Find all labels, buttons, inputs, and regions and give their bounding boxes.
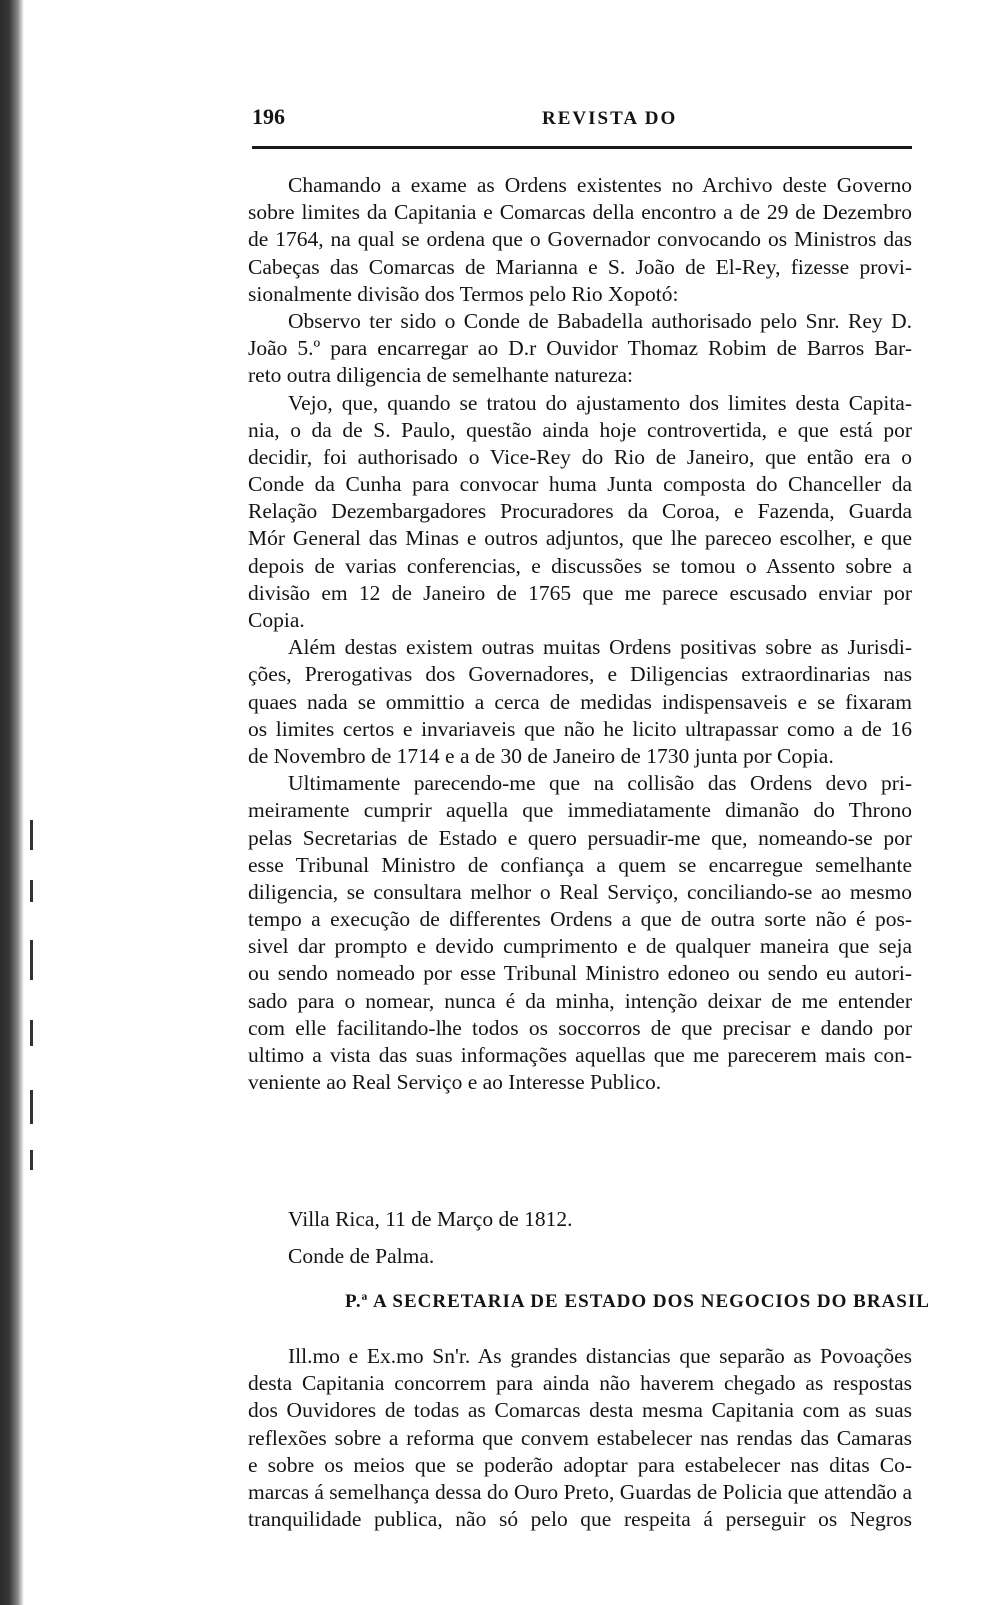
text-line: reflexões sobre a reforma que convem estabelecer nas rendas das Camaras — [248, 1425, 912, 1450]
text-line: Observo ter sido o Conde de Babadella authorisado pelo Snr. Rey D. — [288, 308, 912, 333]
text-line: pelas Secretarias de Estado e quero persuadir-me que, nomeando-se por — [248, 825, 912, 850]
text-line: Cabeças das Comarcas de Marianna e S. João de El-Rey, fizesse provi- — [248, 254, 912, 279]
text-line: Mór General das Minas e outros adjuntos, que lhe pareceo escolher, e que — [248, 526, 912, 551]
text-line: João 5.º para encarregar ao D.r Ouvidor Thomaz Robim de Barros Bar- — [248, 336, 912, 361]
section-heading: P.ª A SECRETARIA DE ESTADO DOS NEGOCIOS DO BRASIL — [345, 1291, 930, 1312]
text-line: ultimo a vista das suas informações aquellas que me parecerem mais con- — [248, 1043, 912, 1067]
text-line: diligencia, se consultara melhor o Real Serviço, conciliando-se ao mesmo — [248, 879, 912, 904]
text-line: desta Capitania concorrem para ainda não haverem chegado as respostas — [248, 1371, 912, 1396]
text-line: ções, Prerogativas dos Governadores, e Diligencias extraordinarias nas — [248, 662, 912, 687]
text-line: os limites certos e invariaveis que não he licito ultrapassar como a de 16 — [248, 716, 912, 741]
text-line: Ill.mo e Ex.mo Sn'r. As grandes distancias que separão as Povoações — [288, 1344, 912, 1368]
text-line: sivel dar prompto e devido cumprimento e de qualquer maneira que seja — [248, 934, 912, 959]
margin-mark — [30, 820, 33, 850]
text-line: de Novembro de 1714 e a de 30 de Janeiro de 1730 junta por Copia. — [248, 743, 834, 768]
paragraph-3 — [248, 390, 912, 635]
text-line: nia, o da de S. Paulo, questão ainda hoje controvertida, e que está por — [248, 417, 912, 442]
running-title: REVISTA DO — [542, 108, 678, 129]
margin-mark — [30, 940, 33, 980]
text-line: meiramente cumprir aquella que immediatamente dimanão do Throno — [248, 798, 912, 823]
text-line: veniente ao Real Serviço e ao Interesse Publico. — [248, 1070, 662, 1095]
text-line: Conde da Cunha para convocar huma Junta composta do Chanceller da — [248, 472, 912, 497]
margin-mark — [30, 1090, 33, 1124]
margin-mark — [30, 1150, 33, 1170]
text-line: de 1764, na qual se ordena que o Governador convocando os Ministros das — [248, 227, 912, 252]
text-line: com elle facilitando-lhe todos os soccorros de que precisar e dando por — [248, 1015, 912, 1040]
text-line: Além destas existem outras muitas Ordens positivas sobre as Jurisdi- — [288, 635, 912, 660]
text-line: depois de varias conferencias, e discussões se tomou o Assento sobre a — [248, 553, 912, 578]
paragraph-4 — [248, 634, 912, 770]
signature: Conde de Palma. — [288, 1244, 435, 1268]
margin-marks — [30, 820, 36, 1180]
margin-mark — [30, 1020, 33, 1046]
text-line: reto outra diligencia de semelhante natureza: — [248, 363, 634, 388]
binding-edge — [0, 0, 24, 1605]
text-line: esse Tribunal Ministro de confiança a quem se encarregue semelhante — [248, 852, 912, 877]
second-letter — [248, 1343, 912, 1533]
paragraph-1 — [248, 172, 912, 308]
text-line: Ultimamente parecendo-me que na collisão das Ordens devo pri- — [288, 771, 912, 796]
page-number: 196 — [252, 104, 285, 129]
text-line: tempo a execução de differentes Ordens a que de outra sorte não é pos- — [248, 907, 912, 932]
text-line: Copia. — [248, 608, 305, 632]
text-line: decidir, foi authorisado o Vice-Rey do Rio de Janeiro, que então era o — [248, 444, 912, 469]
margin-mark — [30, 880, 33, 902]
text-line: divisão em 12 de Janeiro de 1765 que me parece escusado enviar por — [248, 580, 912, 605]
text-line: sado para o nomear, nunca é da minha, intenção deixar de me entender — [248, 988, 912, 1013]
date-line: Villa Rica, 11 de Março de 1812. — [288, 1207, 573, 1231]
text-line: sobre limites da Capitania e Comarcas della encontro a de 29 de Dezembro — [248, 200, 912, 225]
text-line: sionalmente divisão dos Termos pelo Rio Xopotó: — [248, 281, 679, 306]
text-line: dos Ouvidores de todas as Comarcas desta mesma Capitania com as suas — [248, 1398, 912, 1423]
letter-body — [248, 172, 912, 1096]
paragraph-2 — [248, 308, 912, 390]
text-line: e sobre os meios que se poderão adoptar para estabelecer nas ditas Co- — [248, 1452, 912, 1477]
text-line: marcas á semelhança dessa do Ouro Preto, Guardas de Policia que attendão a — [248, 1479, 912, 1504]
paragraph-5 — [248, 770, 912, 1096]
header-rule — [252, 146, 912, 149]
text-line: Relação Dezembargadores Procuradores da Coroa, e Fazenda, Guarda — [248, 499, 912, 524]
text-line: Vejo, que, quando se tratou do ajustamento dos limites desta Capita- — [288, 390, 912, 415]
text-line: Chamando a exame as Ordens existentes no Archivo deste Governo — [288, 173, 912, 197]
page-header — [252, 104, 912, 144]
text-line: tranquilidade publica, não só pelo que respeita á perseguir os Negros — [248, 1507, 912, 1532]
text-line: ou sendo nomeado por esse Tribunal Ministro edoneo ou sendo eu autori- — [248, 961, 912, 986]
text-line: quaes nada se ommittio a cerca de medidas indispensaveis e se fixaram — [248, 689, 912, 714]
